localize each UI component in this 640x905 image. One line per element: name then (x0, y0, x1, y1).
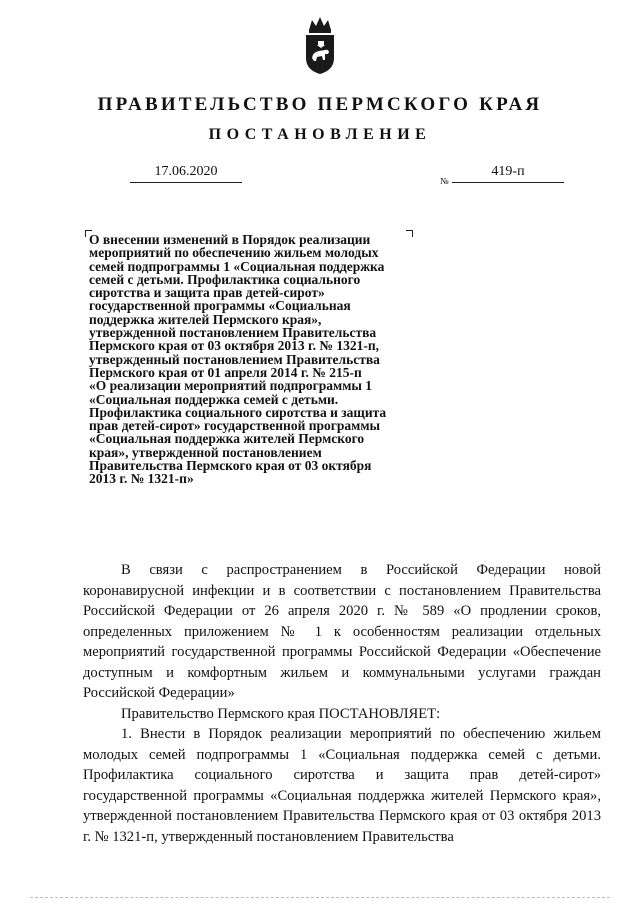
organization-name: ПРАВИТЕЛЬСТВО ПЕРМСКОГО КРАЯ (97, 94, 543, 115)
number-label: № (440, 176, 449, 186)
title-line: утвержденный постановлением Правительства (89, 351, 380, 367)
title-line: мероприятий по обеспечению жильем молодых (89, 245, 379, 261)
title-line: 2013 г. № 1321-п» (89, 471, 194, 487)
document-body (83, 560, 601, 847)
title-line: утвержденной постановлением Правительства (89, 325, 377, 341)
title-line: Профилактика социального сиротства и защита (89, 404, 387, 420)
title-line: «Социальная поддержка жителей Пермского (89, 431, 365, 447)
title-line: О внесении изменений в Порядок реализации (89, 232, 371, 247)
title-line: края», утвержденной постановлением (89, 444, 322, 460)
body-paragraph: Правительство Пермского края ПОСТАНОВЛЯЕТ: (121, 705, 441, 722)
document-type: ПОСТАНОВЛЕНИЕ (208, 126, 432, 143)
title-line: Пермского края от 03 октября 2013 г. № 1321-п, (89, 338, 379, 354)
title-line: государственной программы «Социальная (89, 298, 351, 314)
title-line: прав детей-сирот» государственной программы (89, 418, 381, 434)
title-line: сиротства и защита прав детей-сирот» (89, 285, 325, 301)
title-line: семей с детьми. Профилактика социального (89, 271, 361, 287)
body-paragraph: В связи с распространением в Российской Федерации новой коронавирусной инфекции и в соответствии с постановлением Правительства Российской Федерации от 26 апреля 2020 г. № 589 «О продлении сроков, определенных приложением № 1 к особенностям реализации отдельных мероприятий государственной программы Российской Федерации «Обеспечение доступным и комфортным жильем и коммунальными услугами граждан Российской Федерации» (83, 562, 601, 701)
title-line: «Социальная поддержка семей с детьми. (89, 391, 339, 407)
document-number: 419-п (452, 164, 564, 183)
page-edge-divider (30, 897, 610, 898)
body-paragraph: 1. Внести в Порядок реализации мероприятий по обеспечению жильем молодых семей подпрограммы 1 «Социальная поддержка семей с детьми. Профилактика социального сиротства и защита прав детей-сирот» государственной программы «Социальная поддержка жителей Пермского края», утвержденной постановлением Правительства Пермского края от 03 октября 2013 г. № 1321-п, утвержденный постановлением Правительства (83, 726, 601, 845)
document-title (89, 233, 419, 486)
title-line: Правительства Пермского края от 03 октября (89, 458, 372, 474)
title-line: семей подпрограммы 1 «Социальная поддержка (89, 258, 385, 274)
title-line: «О реализации мероприятий подпрограммы 1 (89, 378, 373, 394)
coat-of-arms-icon (303, 14, 337, 76)
title-line: Пермского края от 01 апреля 2014 г. № 215-п (89, 364, 362, 380)
title-line: поддержка жителей Пермского края», (89, 311, 322, 327)
document-date: 17.06.2020 (130, 164, 242, 183)
